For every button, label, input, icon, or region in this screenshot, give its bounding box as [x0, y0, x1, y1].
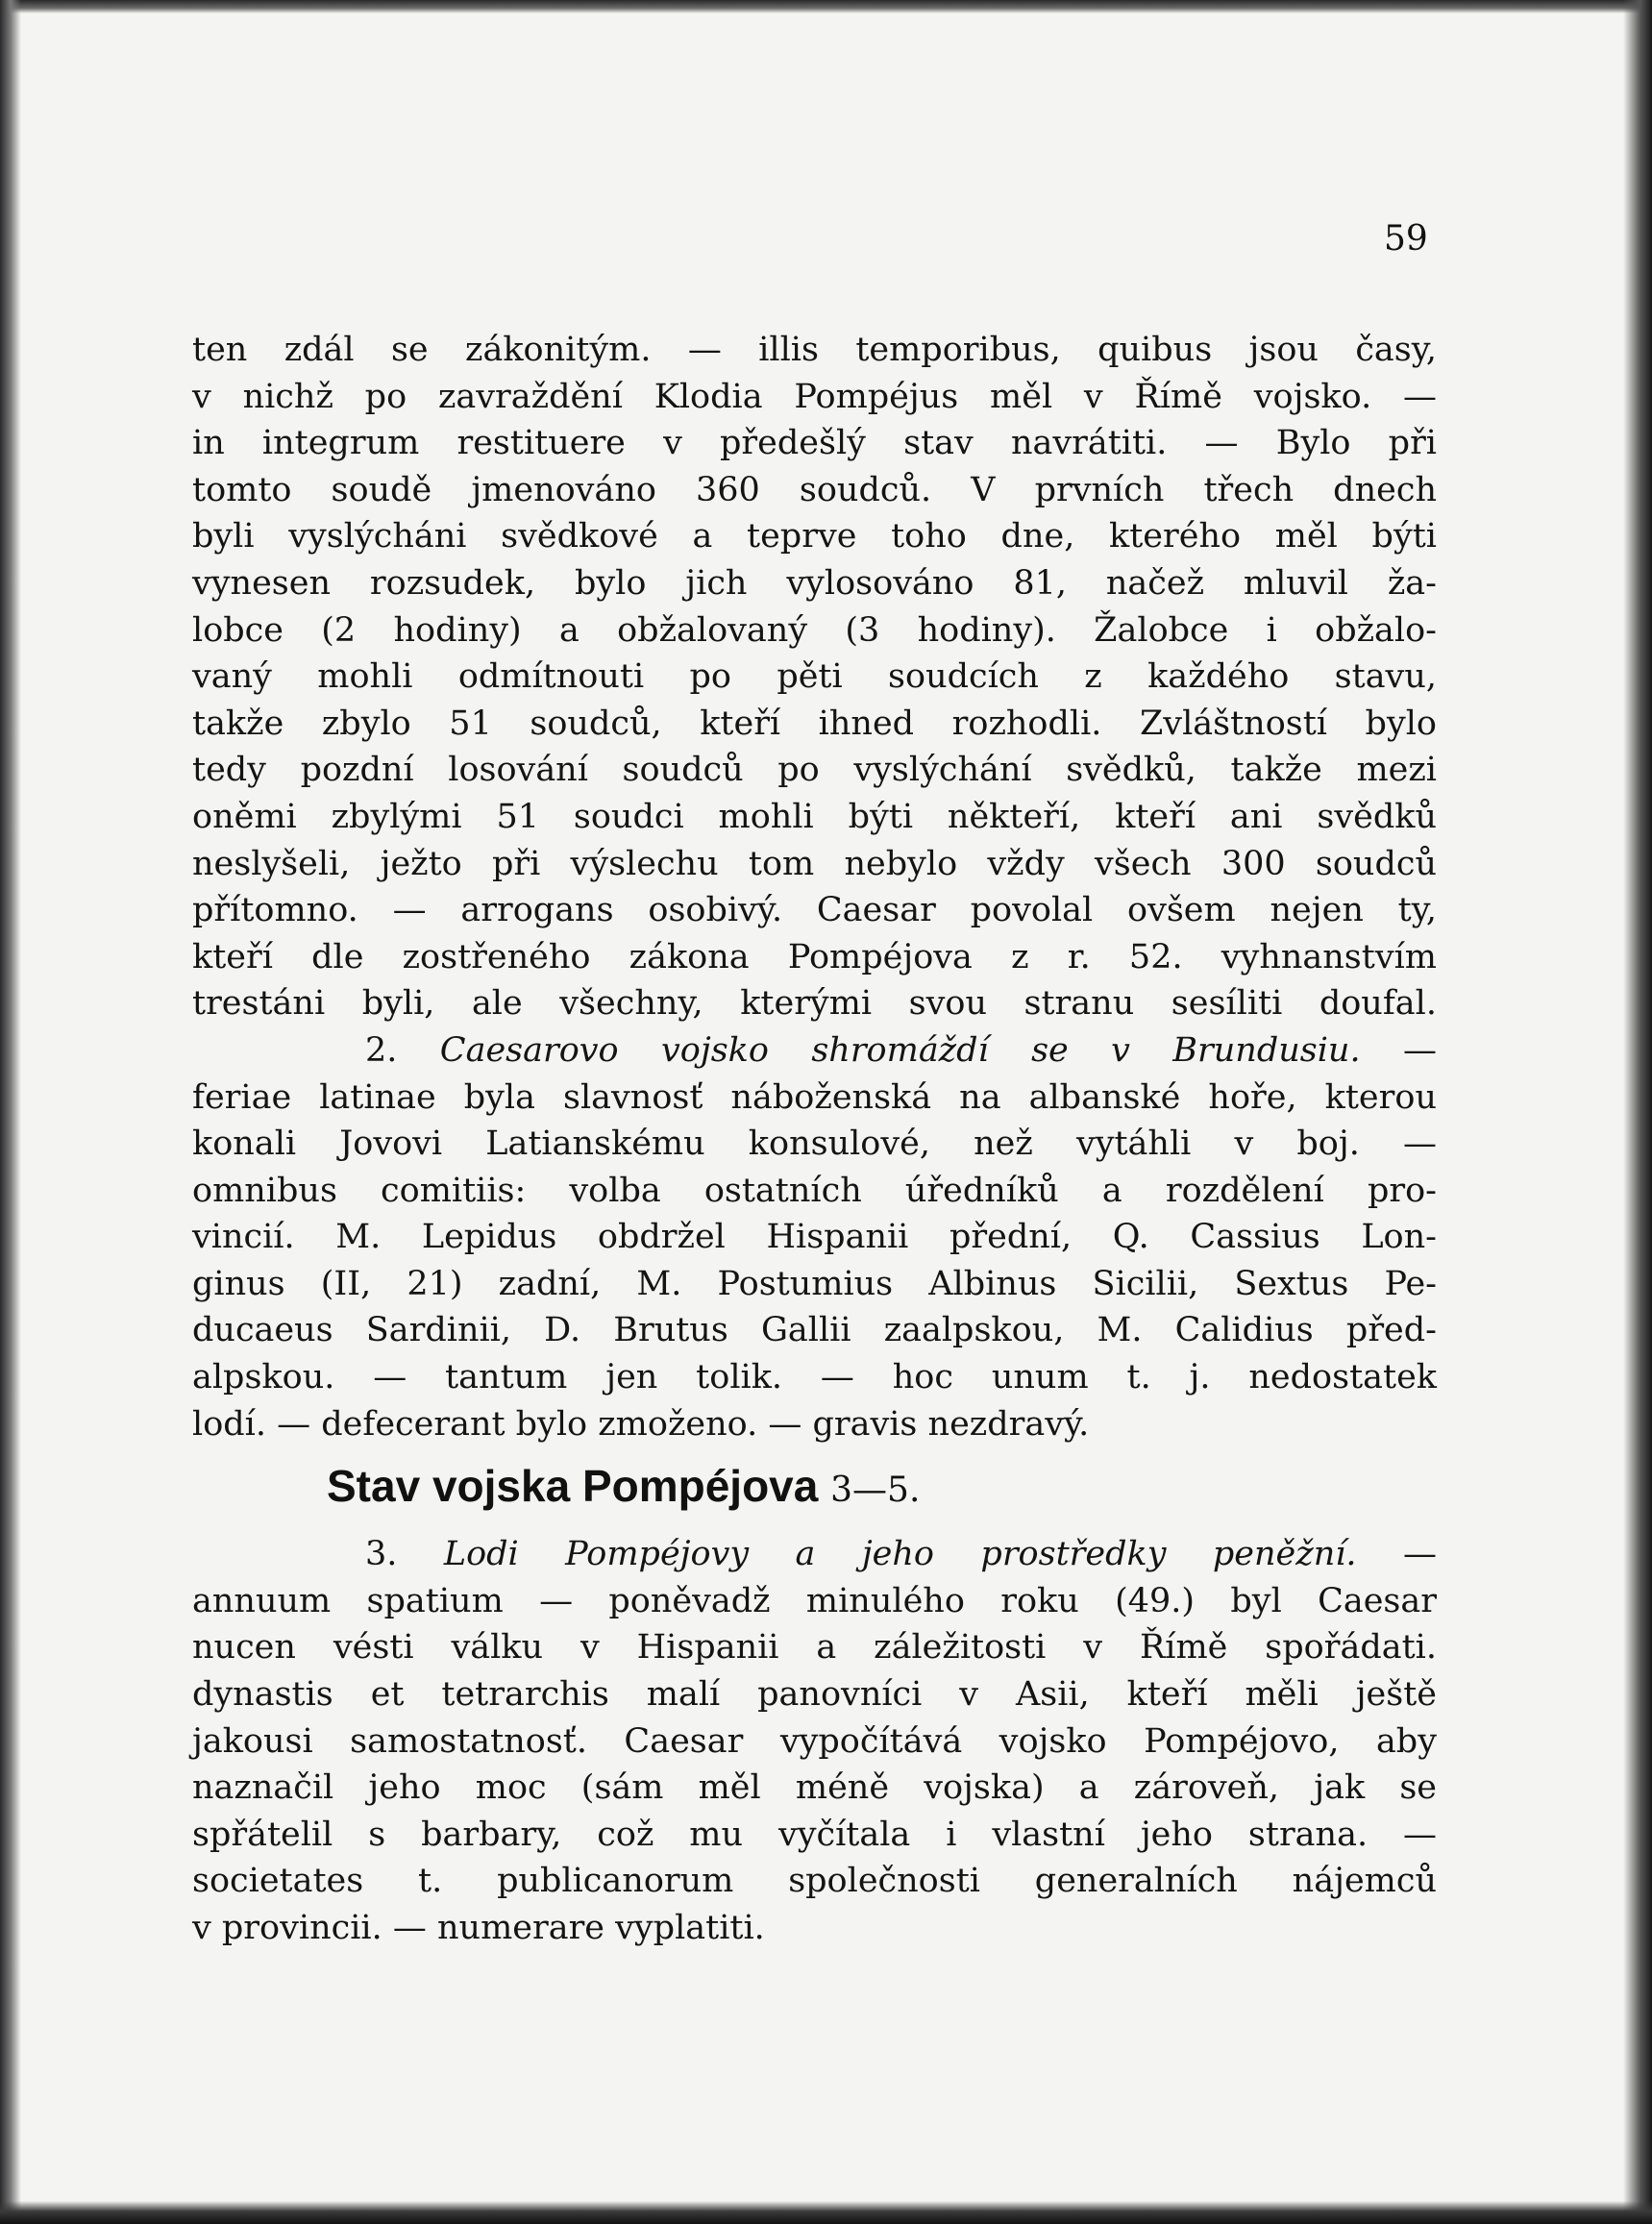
paragraph-3 — [192, 1531, 1437, 1951]
scan-edge-top — [0, 0, 1652, 13]
text-line: naznačil jeho moc (sám měl méně vojska) a zároveň, jak se — [192, 1768, 1437, 1808]
paragraph-number: 2. — [365, 1030, 398, 1070]
text-line: ginus (II, 21) zadní, M. Postumius Albinus Sicilii, Sextus Pe- — [192, 1264, 1437, 1303]
text-line: alpskou. — tantum jen tolik. — hoc unum t. j. nedostatek — [192, 1358, 1437, 1397]
text-line: tomto soudě jmenováno 360 soudců. V prvních třech dnech — [192, 470, 1437, 509]
text-line: spřátelil s barbary, což mu vyčítala i vlastní jeho strana. — — [192, 1815, 1437, 1854]
text-line: přítomno. — arrogans osobivý. Caesar povolal ovšem nejen ty, — [192, 891, 1437, 930]
text-line: lodí. — defecerant bylo zmoženo. — gravis nezdravý. — [192, 1404, 1090, 1444]
text-line: annuum spatium — poněvadž minulého roku (49.) byl Caesar — [192, 1581, 1437, 1620]
section-heading — [327, 1457, 1437, 1520]
text-line: omnibus comitiis: volba ostatních úředníků a rozdělení pro- — [192, 1171, 1437, 1210]
page-number: 59 — [1384, 219, 1428, 259]
body-text — [192, 327, 1437, 1952]
text-line: dynastis et tetrarchis malí panovníci v Asii, kteří měli ještě — [192, 1675, 1437, 1715]
text-line: in integrum restituere v předešlý stav navrátiti. — Bylo při — [192, 424, 1437, 463]
paragraph-title-dash: — — [1356, 1535, 1437, 1574]
paragraph-1 — [192, 327, 1437, 1027]
scan-edge-right — [1623, 0, 1652, 2224]
paragraph-number: 3. — [365, 1535, 398, 1574]
text-line: vynesen rozsudek, bylo jich vylosováno 81, načež mluvil ža- — [192, 563, 1437, 603]
paragraph-heading-line — [192, 1027, 1437, 1075]
paragraph-2 — [192, 1027, 1437, 1447]
paragraph-title: Lodi Pompéjovy a jeho prostředky peněžní. — [443, 1535, 1357, 1574]
text-line: ten zdál se zákonitým. — illis temporibus, quibus jsou časy, — [192, 331, 1437, 369]
text-line: vaný mohli odmítnouti po pěti soudcích z každého stavu, — [192, 657, 1437, 697]
text-line: oněmi zbylými 51 soudci mohli býti někteří, kteří ani svědků — [192, 797, 1437, 836]
section-title: Stav vojska Pompéjova — [327, 1461, 819, 1512]
text-line: neslyšeli, ježto při výslechu tom nebylo vždy všech 300 soudců — [192, 844, 1437, 883]
section-range: 3—5. — [830, 1470, 921, 1511]
text-line: lobce (2 hodiny) a obžalovaný (3 hodiny). Žalobce i obžalo- — [192, 610, 1437, 650]
paragraph-title: Caesarovo vojsko shromáždí se v Brundusiu. — [439, 1030, 1361, 1070]
text-line: trestáni byli, ale všechny, kterými svou stranu sesíliti doufal. — [192, 984, 1437, 1024]
text-line: ducaeus Sardinii, D. Brutus Gallii zaalpskou, M. Calidius před- — [192, 1311, 1437, 1350]
text-line: societates t. publicanorum společnosti generalních nájemců — [192, 1862, 1437, 1901]
text-line: v nichž po zavraždění Klodia Pompéjus měl v Římě vojsko. — — [192, 377, 1437, 416]
text-line: tedy pozdní losování soudců po vyslýchání svědků, takže mezi — [192, 751, 1437, 790]
text-line: byli vyslýcháni svědkové a teprve toho dne, kterého měl býti — [192, 517, 1437, 556]
scan-edge-left — [0, 0, 21, 2224]
text-line: konali Jovovi Latianskému konsulové, než vytáhli v boj. — — [192, 1124, 1437, 1164]
scan-edge-bottom — [0, 2201, 1652, 2224]
paragraph-heading-line — [192, 1531, 1437, 1578]
text-line: kteří dle zostřeného zákona Pompéjova z r. 52. vyhnanstvím — [192, 937, 1437, 976]
text-line: jakousi samostatnosť. Caesar vypočítává vojsko Pompéjovo, aby — [192, 1721, 1437, 1761]
text-line: v provincii. — numerare vyplatiti. — [192, 1909, 765, 1947]
text-line: feriae latinae byla slavnosť náboženská na albanské hoře, kterou — [192, 1077, 1437, 1117]
text-line: vincií. M. Lepidus obdržel Hispanii přední, Q. Cassius Lon- — [192, 1218, 1437, 1257]
paragraph-title-dash: — — [1360, 1030, 1437, 1070]
text-line: nucen vésti válku v Hispanii a záležitosti v Římě spořádati. — [192, 1628, 1437, 1668]
text-line: takže zbylo 51 soudců, kteří ihned rozhodli. Zvláštností bylo — [192, 704, 1437, 743]
